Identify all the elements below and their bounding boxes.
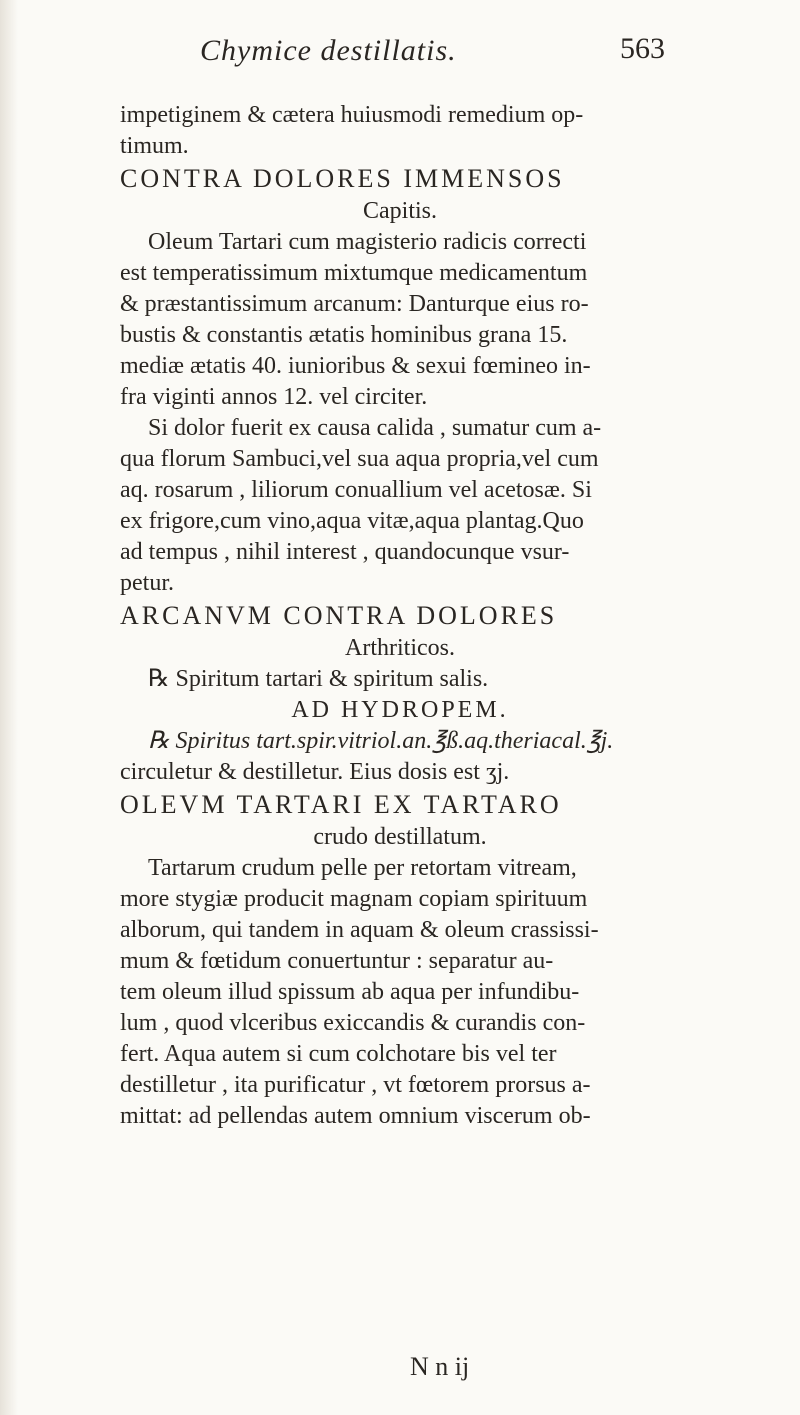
text-line: lum , quod vlceribus exiccandis & curandis con- [120, 1010, 586, 1036]
section-subheading-arthriticos: Arthriticos. [345, 635, 455, 661]
recipe-line: ℞ Spiritum tartari & spiritum salis. [148, 666, 489, 692]
text-line: mittat: ad pellendas autem omnium viscerum ob- [120, 1103, 591, 1129]
text-line: aq. rosarum , liliorum conuallium vel acetosæ. Si [120, 477, 592, 503]
page-edge-shadow [0, 0, 18, 1415]
text-line: bustis & constantis ætatis hominibus grana 15. [120, 322, 568, 348]
recipe-line: circuletur & destilletur. Eius dosis est ʒj. [120, 759, 510, 785]
text-line: Si dolor fuerit ex causa calida , sumatur cum a- [148, 415, 602, 441]
page-header [0, 18, 800, 78]
text-line: & præstantissimum arcanum: Danturque eius ro- [120, 291, 589, 317]
text-line: mum & fœtidum conuertuntur : separatur au- [120, 948, 554, 974]
text-line: fra viginti annos 12. vel circiter. [120, 384, 428, 410]
text-line: fert. Aqua autem si cum colchotare bis vel ter [120, 1041, 557, 1067]
text-line: impetiginem & cætera huiusmodi remedium op- [120, 102, 584, 128]
text-line: Tartarum crudum pelle per retortam vitream, [148, 855, 577, 881]
text-line: ad tempus , nihil interest , quandocunque vsur- [120, 539, 570, 565]
section-heading-hydropem: AD HYDROPEM. [291, 697, 509, 723]
recipe-line: ℞ Spiritus tart.spir.vitriol.an.℥ß.aq.theriacal.℥j. [148, 728, 614, 754]
text-line: tem oleum illud spissum ab aqua per infundibu- [120, 979, 580, 1005]
text-line: qua florum Sambuci,vel sua aqua propria,vel cum [120, 446, 599, 472]
section-subheading-crudo: crudo destillatum. [313, 824, 487, 850]
section-heading-capitis: CONTRA DOLORES IMMENSOS [120, 164, 565, 193]
text-line: est temperatissimum mixtumque medicamentum [120, 260, 588, 286]
section-heading-arcanum: ARCANVM CONTRA DOLORES [120, 601, 558, 630]
text-line: ex frigore,cum vino,aqua vitæ,aqua plantag.Quo [120, 508, 584, 534]
main-text [120, 100, 680, 1132]
text-line: destilletur , ita purificatur , vt fœtorem prorsus a- [120, 1072, 591, 1098]
section-heading-oleum: OLEVM TARTARI EX TARTARO [120, 790, 562, 819]
text-line: Oleum Tartari cum magisterio radicis correcti [148, 229, 587, 255]
section-subheading-capitis: Capitis. [362, 198, 437, 224]
text-line: timum. [120, 133, 189, 159]
text-line: alborum, qui tandem in aquam & oleum crassissi- [120, 917, 599, 943]
text-line: more stygiæ producit magnam copiam spirituum [120, 886, 588, 912]
running-head: Chymice destillatis. [200, 34, 457, 67]
signature-mark: N n ij [410, 1352, 470, 1381]
page-number: 563 [620, 32, 665, 65]
text-line: mediæ ætatis 40. iunioribus & sexui fœmineo in- [120, 353, 591, 379]
text-line: petur. [120, 570, 174, 596]
